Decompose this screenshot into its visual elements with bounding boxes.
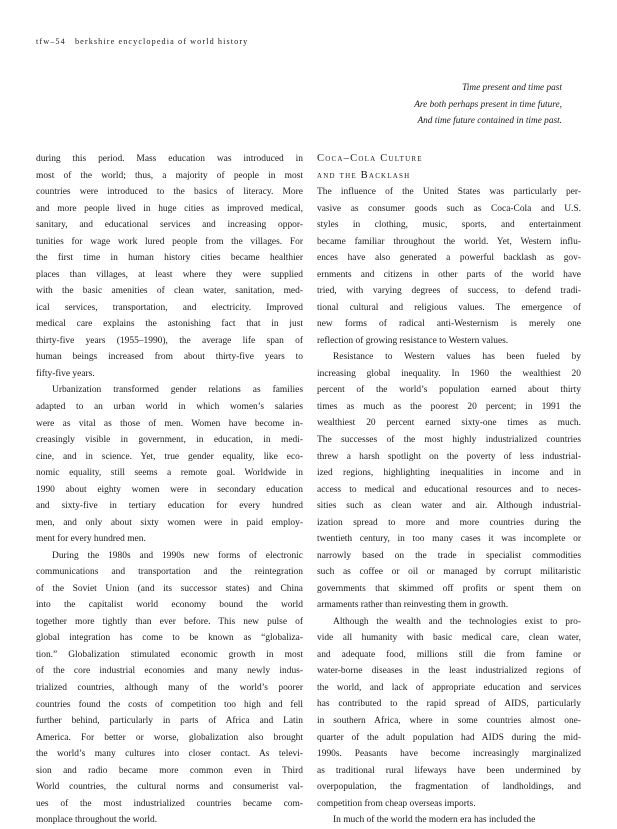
paragraph bbox=[317, 812, 581, 829]
text-line: men, and only about sixty women were in paid employ- bbox=[36, 517, 303, 528]
text-line: human beings increased from about thirty-five years to bbox=[36, 352, 303, 363]
text-line: The influence of the United States was particularly per- bbox=[317, 187, 581, 197]
text-line: adapted to an urban world in which women’s salaries bbox=[36, 401, 303, 412]
running-head bbox=[36, 37, 248, 46]
text-line: of the core industrial economies and many newly indus- bbox=[36, 666, 303, 677]
text-line: ization spread to more and more countries during the bbox=[317, 517, 581, 528]
text-line: creasingly visible in government, in education, in medi- bbox=[36, 435, 303, 446]
text-line: tunities for wage work lured people from the villages. For bbox=[36, 236, 303, 247]
text-line: tional cultural and religious values. The emergence of bbox=[317, 302, 581, 313]
text-line: vasive as consumer goods such as Coca-Cola and U.S. bbox=[317, 203, 581, 214]
text-line: trialized countries, although many of the world’s poorer bbox=[36, 683, 303, 693]
section-heading-line: and the Backlash bbox=[317, 169, 411, 181]
text-line: World countries, the cultural norms and consumerist val- bbox=[36, 782, 303, 793]
text-line: 1990 about eighty women were in secondary education bbox=[36, 484, 303, 495]
text-line: The successes of the most highly industrialized countries bbox=[317, 434, 581, 445]
right-column bbox=[317, 151, 581, 829]
text-line: America. For better or worse, globalization also brought bbox=[36, 732, 303, 743]
text-line: cine, and in science. Yet, true gender equality, like eco- bbox=[36, 451, 303, 462]
text-line: were as vital as those of men. Women have become in- bbox=[36, 418, 303, 429]
text-line: and more people lived in huge cities as improved medical, bbox=[36, 203, 303, 214]
text-line: most of the world; thus, a majority of people in most bbox=[36, 170, 303, 181]
text-line: the first time in human history cities became healthier bbox=[36, 253, 303, 264]
text-line: and sixty-five in tertiary education for every hundred bbox=[36, 501, 303, 512]
text-line: in southern Africa, where in some countries almost one- bbox=[317, 716, 581, 726]
text-line: Resistance to Western values has been fueled by bbox=[333, 352, 581, 363]
paragraph bbox=[317, 614, 581, 812]
paragraph bbox=[36, 382, 303, 547]
left-column bbox=[36, 151, 303, 829]
text-line: 1990s. Peasants have become increasingly marginalized bbox=[317, 749, 581, 760]
text-line: countries found the costs of competition too high and fell bbox=[36, 699, 303, 710]
section-heading-line: Coca–Cola Culture bbox=[317, 153, 423, 164]
text-line: ences have also generated a powerful backlash as gov- bbox=[317, 253, 581, 264]
text-line: ernments and citizens in other parts of the world have bbox=[317, 269, 581, 280]
text-line: Although the wealth and the technologies exist to pro- bbox=[333, 616, 581, 627]
paragraph bbox=[317, 184, 581, 349]
text-line: tion.” Globalization stimulated economic growth in most bbox=[36, 649, 303, 660]
text-line: wealthiest 20 percent earned sixty-one times as much. bbox=[317, 418, 581, 429]
text-line: governments that skimmed off profits or spent them on bbox=[317, 583, 581, 594]
text-line: of the Soviet Union (and its successor states) and China bbox=[36, 583, 303, 594]
page-number: tfw–54 bbox=[36, 37, 66, 46]
right-column-body bbox=[317, 184, 581, 829]
text-line: such as coffee or oil or managed by corrupt militaristic bbox=[317, 567, 581, 578]
text-line: became familiar throughout the world. Yet, Western influ- bbox=[317, 236, 581, 247]
epigraph-line: And time future contained in time past. bbox=[417, 116, 562, 126]
text-line: narrowly based on the trade in specialist commodities bbox=[317, 550, 581, 561]
text-line: thirty-five years (1955–1990), the average life span of bbox=[36, 335, 303, 346]
text-line: overpopulation, the fragmentation of landholdings, and bbox=[317, 782, 581, 793]
text-line: places than villages, at least where they were supplied bbox=[36, 269, 303, 280]
epigraph bbox=[414, 80, 562, 130]
paragraph bbox=[36, 548, 303, 829]
text-line: monplace throughout the world. bbox=[36, 815, 158, 826]
text-line: ized regions, highlighting inequalities in income and in bbox=[317, 468, 581, 479]
text-line: as traditional rural lifeways have been undermined by bbox=[317, 765, 581, 776]
text-line: with the basic amenities of clean water, sanitation, med- bbox=[36, 286, 303, 297]
paragraph bbox=[317, 349, 581, 614]
text-line: sanitary, and educational services and increasing oppor- bbox=[36, 220, 303, 231]
epigraph-line: Are both perhaps present in time future, bbox=[414, 99, 562, 110]
text-line: vide all humanity with basic medical care, clean water, bbox=[317, 633, 581, 644]
text-line: countries were introduced to the basics of literacy. More bbox=[36, 187, 303, 198]
text-line: further behind, particularly in parts of Africa and Latin bbox=[36, 716, 303, 727]
text-line: times as much as the poorest 20 percent; in 1991 the bbox=[317, 401, 581, 412]
text-line: communications and transportation and the reintegration bbox=[36, 567, 303, 578]
text-line: the world, and lack of appropriate education and services bbox=[317, 682, 581, 693]
text-line: water-borne diseases in the least industrialized regions of bbox=[317, 666, 581, 677]
text-line: together more tightly than ever before. This new pulse of bbox=[36, 616, 303, 627]
text-line: has contributed to the rapid spread of AIDS, particularly bbox=[317, 699, 581, 710]
text-line: during this period. Mass education was introduced in bbox=[36, 154, 303, 164]
text-line: sities such as clean water and air. Although industrial- bbox=[317, 501, 581, 512]
section-heading bbox=[317, 151, 581, 184]
text-line: nomic equality, still seems a remote goal. Worldwide in bbox=[36, 468, 303, 479]
text-line: the world’s many cultures into closer contact. As televi- bbox=[36, 749, 303, 760]
text-line: Urbanization transformed gender relations as families bbox=[52, 385, 303, 396]
text-line: fifty-five years. bbox=[36, 368, 95, 379]
text-line: styles in clothing, music, sports, and entertainment bbox=[317, 220, 581, 231]
running-head-title: berkshire encyclopedia of world history bbox=[74, 37, 249, 46]
text-line: ical services, transportation, and electricity. Improved bbox=[36, 302, 303, 313]
epigraph-line: Time present and time past bbox=[462, 83, 562, 93]
text-line: ues of the most industrialized countries became com- bbox=[36, 798, 303, 809]
text-line: medical care explains the astonishing fact that in just bbox=[36, 319, 303, 330]
text-line: new forms of radical anti-Westernism is merely one bbox=[317, 319, 581, 330]
text-line: twentieth century, in too many cases it was incomplete or bbox=[317, 534, 581, 545]
text-line: During the 1980s and 1990s new forms of electronic bbox=[52, 550, 303, 561]
text-line: tried, with varying degrees of success, to defend tradi- bbox=[317, 286, 581, 297]
text-line: In much of the world the modern era has included the bbox=[333, 815, 536, 826]
text-line: and adequate food, millions still die from famine or bbox=[317, 649, 581, 660]
text-line: armaments rather than reinvesting them in growth. bbox=[317, 600, 509, 611]
text-line: quarter of the adult population had AIDS during the mid- bbox=[317, 732, 581, 743]
text-line: into the capitalist world economy bound the world bbox=[36, 600, 303, 611]
text-line: reflection of growing resistance to Western values. bbox=[317, 335, 509, 346]
paragraph bbox=[36, 151, 303, 382]
text-line: competition from cheap overseas imports. bbox=[317, 798, 476, 809]
text-line: increasing global inequality. In 1960 the wealthiest 20 bbox=[317, 368, 581, 379]
text-line: global integration has come to be known as “globaliza- bbox=[36, 633, 303, 644]
text-line: access to medical and educational resources and to neces- bbox=[317, 484, 581, 495]
text-line: threw a harsh spotlight on the poverty of less industrial- bbox=[317, 451, 581, 462]
text-line: percent of the world’s population earned about thirty bbox=[317, 385, 581, 396]
text-line: ment for every hundred men. bbox=[36, 534, 146, 545]
text-line: sion and radio became more common even in Third bbox=[36, 765, 303, 776]
